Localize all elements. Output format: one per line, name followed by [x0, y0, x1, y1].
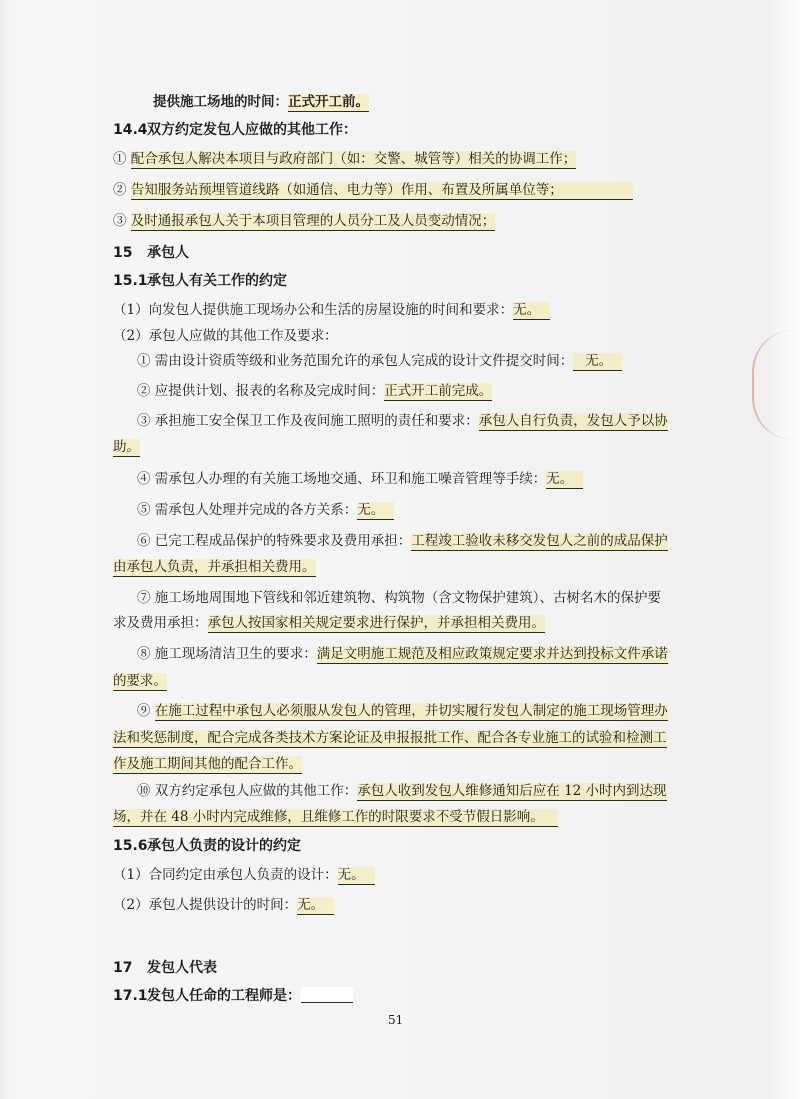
site-time-label: 提供施工场地的时间：: [153, 94, 288, 110]
item-marker: ⑦: [137, 590, 151, 606]
c8-line: [137, 645, 668, 663]
c5-value: 无。: [357, 502, 394, 520]
section-title: 发包人任命的工程师是：: [147, 988, 301, 1004]
c1-line: [137, 352, 622, 370]
item-marker: ⑩: [137, 783, 151, 799]
c3-label: 承担施工安全保卫工作及夜间施工照明的责任和要求：: [154, 413, 479, 429]
s14-4-item-1: [113, 150, 576, 168]
c9-value-1: 在施工过程中承包人必须服从发包人的管理，并切实履行发包人制定的施工现场管理办: [154, 703, 668, 719]
p2-label: （2）承包人应做的其他工作及要求：: [113, 328, 338, 344]
section-17-1-heading: [113, 987, 353, 1005]
c5-label: 需承包人处理并完成的各方关系：: [154, 502, 358, 518]
item-text: 配合承包人解决本项目与政府部门（如：交警、城管等）相关的协调工作；: [130, 151, 577, 167]
c10-line-2: [113, 808, 558, 826]
c7-line: [137, 589, 661, 607]
c8-value-1: 满足文明施工规范及相应政策规定要求并达到投标文件承诺: [316, 646, 668, 662]
section-number: 17.1: [113, 988, 148, 1004]
c7-line-2: [113, 614, 545, 632]
c9-value-2: 法和奖惩制度，配合完成各类技术方案论证及申报报批工作、配合各专业施工的试验和检测工: [113, 730, 667, 746]
site-time-line: [153, 93, 369, 111]
p1-label: （1）向发包人提供施工现场办公和生活的房屋设施的时间和要求：: [113, 302, 514, 318]
c10-value-1: 承包人收到发包人维修通知后应在 12 小时内到达现: [357, 783, 667, 799]
c3-line-2: [113, 438, 140, 456]
c6-value-2: 由承包人负责，并承担相关费用。: [113, 559, 316, 575]
c2-value: 正式开工前完成。: [384, 383, 493, 399]
page-edge: [770, 0, 800, 1099]
section-title: 承包人有关工作的约定: [147, 273, 287, 289]
item-text: 告知服务站预埋管道线路（如通信、电力等）作用、布置及所属单位等；: [131, 182, 633, 200]
item-marker: ①: [137, 353, 151, 369]
c10-value-2: 场，并在 48 小时内完成维修，且维修工作的时限要求不受节假日影响。: [113, 809, 558, 827]
item-text: 及时通报承包人关于本项目管理的人员分工及人员变动情况；: [130, 213, 496, 229]
d1-label: （1）合同约定由承包人负责的设计：: [113, 867, 338, 883]
c6-label: 已完工程成品保护的特殊要求及费用承担：: [154, 533, 412, 549]
item-marker: ②: [113, 182, 127, 198]
c1-value: 无。: [573, 353, 622, 371]
section-15-heading: [113, 244, 189, 262]
c7-label-1: 施工场地周围地下管线和邻近建筑物、构筑物（含文物保护建筑）、古树名木的保护要: [154, 590, 662, 606]
d2-line: [113, 896, 334, 914]
c6-line: [137, 532, 668, 550]
section-title: 承包人负责的设计的约定: [147, 838, 301, 854]
section-number: 15: [113, 245, 133, 261]
engineer-blank-field: [301, 987, 353, 1003]
d2-label: （2）承包人提供设计的时间：: [113, 897, 298, 913]
c3-value-1: 承包人自行负责，发包人予以协: [478, 413, 668, 429]
item-marker: ④: [137, 471, 151, 487]
c10-line: [137, 782, 667, 800]
c3-value-2: 助。: [113, 439, 140, 455]
d1-value: 无。: [338, 867, 375, 885]
page-number: 51: [388, 1013, 404, 1027]
p1-value: 无。: [513, 302, 550, 320]
c8-label: 施工现场清洁卫生的要求：: [154, 646, 317, 662]
c3-line: [137, 412, 668, 430]
seal-stamp-edge: [752, 330, 794, 440]
c4-label: 需承包人办理的有关施工场地交通、环卫和施工噪音管理等手续：: [154, 471, 547, 487]
c2-line: [137, 382, 492, 400]
c9-value-3: 作及施工期间其他的配合工作。: [113, 756, 302, 772]
c6-line-2: [113, 558, 316, 576]
c9-line: [137, 702, 668, 720]
c4-line: [137, 470, 583, 488]
c9-line-3: [113, 755, 302, 773]
s14-4-item-2: [113, 181, 633, 199]
section-title: 承包人: [147, 245, 189, 261]
site-time-value: 正式开工前。: [288, 94, 369, 110]
section-15-1-heading: [113, 272, 287, 290]
item-marker: ③: [113, 213, 127, 229]
c9-line-2: [113, 729, 667, 747]
section-14-4-heading: [113, 121, 357, 139]
p2-line: [113, 327, 338, 345]
item-marker: ⑨: [137, 703, 151, 719]
section-17-heading: [113, 959, 217, 977]
section-number: 15.6: [113, 838, 148, 854]
section-number: 17: [113, 960, 133, 976]
section-number: 14.4: [113, 122, 148, 138]
c6-value-1: 工程竣工验收未移交发包人之前的成品保护: [411, 533, 668, 549]
section-title: 双方约定发包人应做的其他工作：: [147, 122, 357, 138]
section-number: 15.1: [113, 273, 148, 289]
section-15-6-heading: [113, 837, 301, 855]
item-marker: ⑤: [137, 502, 151, 518]
item-marker: ⑧: [137, 646, 151, 662]
c7-label-2: 求及费用承担：: [113, 615, 208, 631]
c1-label: 需由设计资质等级和业务范围允许的承包人完成的设计文件提交时间：: [154, 353, 574, 369]
c8-value-2: 的要求。: [113, 673, 167, 689]
c4-value: 无。: [546, 471, 583, 489]
c10-label: 双方约定承包人应做的其他工作：: [154, 783, 358, 799]
c5-line: [137, 501, 394, 519]
item-marker: ②: [137, 383, 151, 399]
item-marker: ①: [113, 151, 127, 167]
item-marker: ⑥: [137, 533, 151, 549]
s14-4-item-3: [113, 212, 495, 230]
c2-label: 应提供计划、报表的名称及完成时间：: [154, 383, 385, 399]
d1-line: [113, 866, 375, 884]
c8-line-2: [113, 672, 167, 690]
p1-line: [113, 301, 550, 319]
section-title: 发包人代表: [147, 960, 217, 976]
d2-value: 无。: [297, 897, 334, 915]
item-marker: ③: [137, 413, 151, 429]
c7-value: 承包人按国家相关规定要求进行保护，并承担相关费用。: [207, 615, 545, 631]
